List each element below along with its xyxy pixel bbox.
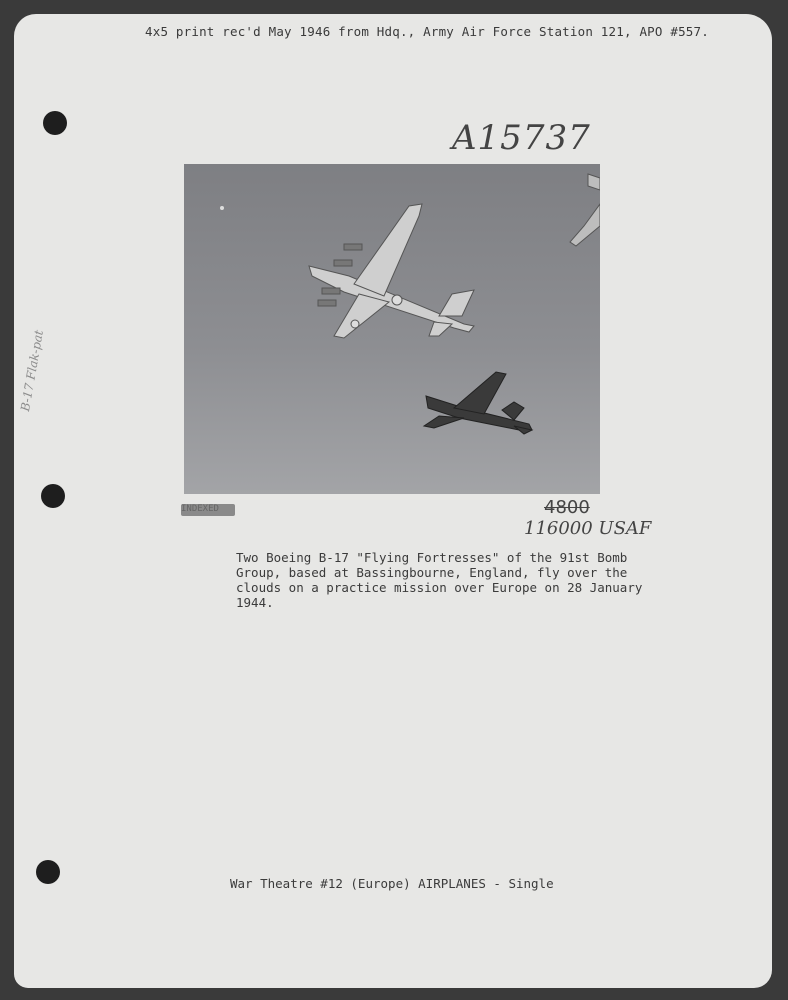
- handwritten-number: 116000 USAF: [524, 518, 652, 539]
- receipt-note: 4x5 print rec'd May 1946 from Hdq., Army Air Force Station 121, APO #557.: [145, 24, 709, 39]
- punch-hole-top: [43, 111, 67, 135]
- category-footer: War Theatre #12 (Europe) AIRPLANES - Single: [230, 876, 554, 891]
- index-stamp: INDEXED: [181, 504, 235, 516]
- punch-hole-bottom: [36, 860, 60, 884]
- accession-number: A15737: [452, 118, 591, 158]
- index-card: [14, 14, 772, 988]
- punch-hole-middle: [41, 484, 65, 508]
- photo-caption: Two Boeing B-17 "Flying Fortresses" of the 91st Bomb Group, based at Bassingbourne, England, fly over the clouds on a practice mission over Europe on 28 January 1944.: [236, 550, 643, 610]
- margin-handwriting: B-17 Flak-pat: [18, 328, 47, 413]
- b17-lead-aircraft: [309, 204, 474, 338]
- crossed-out-number: 4800: [544, 497, 590, 518]
- partial-aircraft: [570, 174, 600, 246]
- aircraft-photo[interactable]: [184, 164, 600, 494]
- b17-trailing-aircraft: [424, 372, 532, 434]
